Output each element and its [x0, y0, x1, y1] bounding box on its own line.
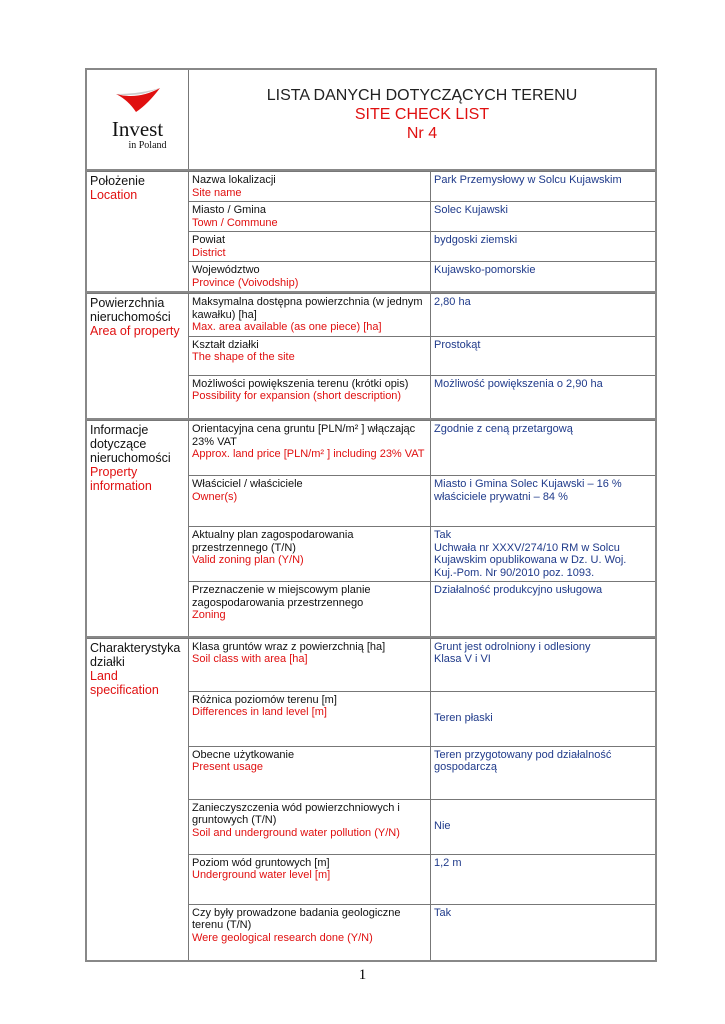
field-label	[189, 904, 431, 961]
field-label-pl: Właściciel / właściciele	[192, 478, 303, 490]
section-label-en: Area of property	[90, 324, 180, 338]
field-label	[189, 476, 431, 527]
section-3	[85, 638, 657, 963]
field-value: Działalność produkcyjno usługowa	[431, 582, 657, 637]
field-label	[189, 336, 431, 375]
field-label-pl: Powiat	[192, 234, 226, 246]
section-label-pl: Położenie	[90, 174, 145, 188]
field-label-en: Site name	[192, 186, 242, 199]
field-label	[189, 746, 431, 799]
field-label-en: Province (Voivodship)	[192, 276, 299, 289]
field-label-pl: Miasto / Gmina	[192, 204, 266, 216]
section-label	[86, 421, 189, 637]
logo-text: Invest	[111, 117, 164, 141]
table-row	[86, 421, 656, 476]
field-label-en: Town / Commune	[192, 216, 278, 229]
field-label	[189, 294, 431, 337]
field-label-pl: Zanieczyszczenia wód powierzchniowych i gruntowych (T/N)	[192, 801, 400, 826]
field-label-pl: Kształt działki	[192, 338, 259, 351]
field-label-pl: Możliwości powiększenia terenu (krótki opis)	[192, 377, 409, 390]
field-label-en: Present usage	[192, 761, 263, 773]
field-value: Park Przemysłowy w Solcu Kujawskim	[431, 172, 657, 202]
site-check-list	[85, 68, 657, 962]
field-value: Miasto i Gmina Solec Kujawski – 16 % właściciele prywatni – 84 %	[431, 476, 657, 527]
field-label-pl: Poziom wód gruntowych [m]	[192, 856, 330, 869]
field-label-en: Were geological research done (Y/N)	[192, 931, 373, 944]
field-label-pl: Obecne użytkowanie	[192, 748, 295, 761]
field-value: Grunt jest odrolniony i odlesiony Klasa V i VI	[431, 638, 657, 691]
field-value: Nie	[431, 799, 657, 854]
field-label	[189, 375, 431, 419]
section-label-pl: Powierzchnia nieruchomości	[90, 296, 171, 324]
field-label-en: Differences in land level [m]	[192, 706, 327, 718]
field-label-en: The shape of the site	[192, 351, 295, 363]
section-label-en: Location	[90, 188, 138, 202]
field-label-en: Zoning	[192, 609, 226, 621]
field-label-en: Approx. land price [PLN/m² ] including 23% VAT	[192, 448, 425, 460]
section-2	[85, 420, 657, 638]
field-label	[189, 527, 431, 582]
field-label	[189, 691, 431, 746]
logo-subtext: in Poland	[128, 140, 167, 151]
field-value: Teren płaski	[431, 691, 657, 746]
section-label	[86, 294, 189, 420]
title-pl: LISTA DANYCH DOTYCZĄCYCH TERENU	[266, 87, 578, 104]
section-label-en: Land specification	[90, 668, 159, 697]
document-title	[189, 69, 657, 170]
section-label	[86, 638, 189, 961]
field-label-pl: Maksymalna dostępna powierzchnia (w jednym kawałku) [ha]	[192, 296, 423, 321]
field-value: Teren przygotowany pod działalność gospodarczą	[431, 746, 657, 799]
field-label-pl: Różnica poziomów terenu [m]	[192, 693, 337, 706]
field-label	[189, 799, 431, 854]
header-table	[85, 68, 657, 171]
section-label-pl: Informacje dotyczące nieruchomości	[90, 423, 171, 465]
field-value: Prostokąt	[431, 336, 657, 375]
title-en: SITE CHECK LIST	[354, 106, 490, 123]
field-label-pl: Orientacyjna cena gruntu [PLN/m² ] włączając 23% VAT	[192, 423, 416, 448]
field-value: Możliwość powiększenia o 2,90 ha	[431, 375, 657, 419]
field-value: Kujawsko-pomorskie	[431, 262, 657, 293]
section-0	[85, 171, 657, 293]
section-label	[86, 172, 189, 293]
field-value: Zgodnie z ceną przetargową	[431, 421, 657, 476]
field-value: Tak Uchwała nr XXXV/274/10 RM w Solcu Kujawskim opublikowana w Dz. U. Woj. Kuj.-Pom. Nr 90/2010 poz. 1093.	[431, 527, 657, 582]
field-label-en: Max. area available (as one piece) [ha]	[192, 321, 382, 333]
field-label-en: Underground water level [m]	[192, 869, 331, 881]
field-label-pl: Nazwa lokalizacji	[192, 174, 276, 186]
field-label-en: Owner(s)	[192, 490, 238, 503]
list-number: Nr 4	[406, 125, 438, 142]
field-value: Tak	[431, 904, 657, 961]
field-label	[189, 582, 431, 637]
field-value: Solec Kujawski	[431, 202, 657, 232]
field-label	[189, 202, 431, 232]
field-value: 2,80 ha	[431, 294, 657, 337]
field-label-pl: Aktualny plan zagospodarowania przestrzennego (T/N)	[192, 529, 354, 554]
field-label-en: Valid zoning plan (Y/N)	[192, 554, 304, 566]
section-label-pl: Charakterystyka działki	[90, 640, 181, 669]
field-label-pl: Przeznaczenie w miejscowym planie zagospodarowania przestrzennego	[192, 584, 371, 609]
field-label	[189, 421, 431, 476]
field-label	[189, 172, 431, 202]
field-label	[189, 854, 431, 904]
field-label-en: Soil and underground water pollution (Y/N)	[192, 826, 400, 839]
field-label-pl: Czy były prowadzone badania geologiczne terenu (T/N)	[192, 906, 401, 931]
field-label-en: Soil class with area [ha]	[192, 653, 308, 665]
field-label	[189, 638, 431, 691]
table-row	[86, 172, 656, 202]
field-label-pl: Klasa gruntów wraz z powierzchnią [ha]	[192, 640, 386, 653]
field-value: bydgoski ziemski	[431, 232, 657, 262]
logo	[86, 69, 189, 170]
table-row	[86, 294, 656, 337]
field-label	[189, 232, 431, 262]
field-label-en: Possibility for expansion (short description)	[192, 390, 402, 402]
section-1	[85, 293, 657, 420]
page-number: 1	[358, 967, 367, 983]
field-label-pl: Województwo	[192, 264, 260, 276]
section-label-en: Property information	[90, 465, 152, 493]
logo-flag-icon	[108, 86, 168, 116]
field-label	[189, 262, 431, 293]
field-value: 1,2 m	[431, 854, 657, 904]
table-row	[86, 638, 656, 691]
field-label-en: District	[192, 246, 226, 259]
